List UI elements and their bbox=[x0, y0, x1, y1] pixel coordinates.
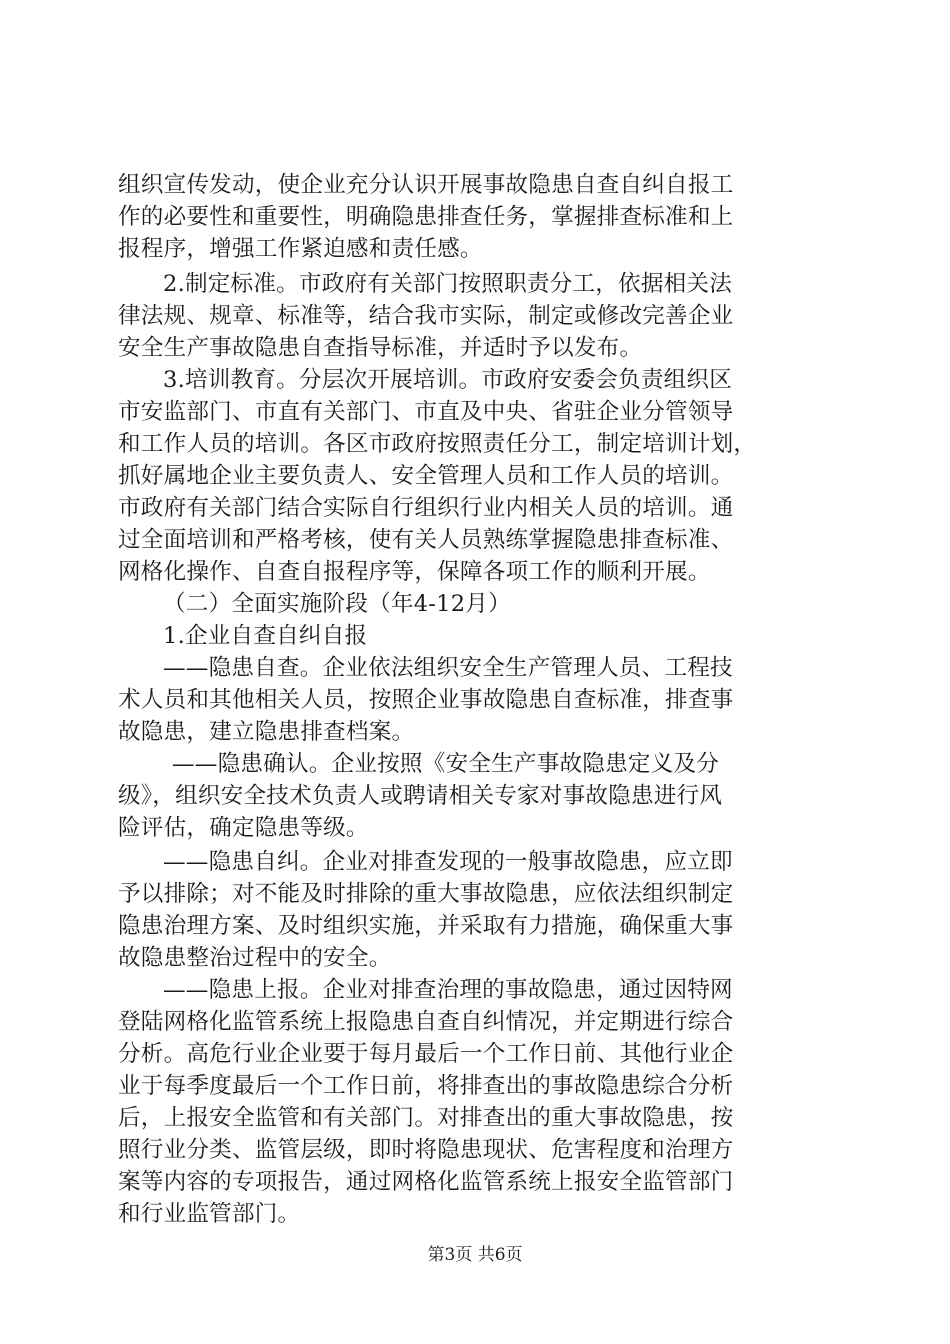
body-line: 案等内容的专项报告，通过网格化监管系统上报安全监管部门 bbox=[118, 1169, 734, 1195]
body-line: 律法规、规章、标准等，结合我市实际，制定或修改完善企业 bbox=[118, 303, 734, 329]
body-line: 网格化操作、自查自报程序等，保障各项工作的顺利开展。 bbox=[118, 559, 711, 585]
page-number: 第3页 共6页 bbox=[427, 1245, 523, 1265]
paragraph-start: ——隐患确认。企业按照《安全生产事故隐患定义及分 bbox=[172, 751, 720, 777]
body-line: 报程序，增强工作紧迫感和责任感。 bbox=[118, 236, 483, 262]
body-line: 登陆网格化监管系统上报隐患自查自纠情况，并定期进行综合 bbox=[118, 1009, 734, 1035]
body-line: 安全生产事故隐患自查指导标准，并适时予以发布。 bbox=[118, 335, 643, 361]
body-line: 抓好属地企业主要负责人、安全管理人员和工作人员的培训。 bbox=[118, 463, 734, 489]
body-line: 照行业分类、监管层级，即时将隐患现状、危害程度和治理方 bbox=[118, 1137, 734, 1163]
body-line: 予以排除；对不能及时排除的重大事故隐患，应依法组织制定 bbox=[118, 881, 734, 907]
body-line: 故隐患整治过程中的安全。 bbox=[118, 945, 392, 971]
body-line: 分析。高危行业企业要于每月最后一个工作日前、其他行业企 bbox=[118, 1041, 734, 1067]
body-line: 后，上报安全监管和有关部门。对排查出的重大事故隐患，按 bbox=[118, 1105, 734, 1131]
body-line: 作的必要性和重要性，明确隐患排查任务，掌握排查标准和上 bbox=[118, 204, 734, 230]
paragraph-start: 3.培训教育。分层次开展培训。市政府安委会负责组织区 bbox=[163, 367, 733, 393]
body-line: 级》，组织安全技术负责人或聘请相关专家对事故隐患进行风 bbox=[118, 783, 723, 809]
body-line: 和工作人员的培训。各区市政府按照责任分工，制定培训计划， bbox=[118, 431, 757, 457]
body-line: 组织宣传发动，使企业充分认识开展事故隐患自查自纠自报工 bbox=[118, 172, 734, 198]
body-line: 故隐患，建立隐患排查档案。 bbox=[118, 719, 415, 745]
subsection-heading: 1.企业自查自纠自报 bbox=[163, 623, 368, 649]
body-line: 和行业监管部门。 bbox=[118, 1201, 301, 1227]
paragraph-start: ——隐患上报。企业对排查治理的事故隐患，通过因特网 bbox=[163, 977, 733, 1003]
body-line: 隐患治理方案、及时组织实施，并采取有力措施，确保重大事 bbox=[118, 913, 734, 939]
body-line: 险评估，确定隐患等级。 bbox=[118, 815, 369, 841]
section-heading: （二）全面实施阶段（年4-12月） bbox=[163, 591, 511, 617]
paragraph-start: 2.制定标准。市政府有关部门按照职责分工，依据相关法 bbox=[163, 271, 733, 297]
body-line: 市安监部门、市直有关部门、市直及中央、省驻企业分管领导 bbox=[118, 399, 734, 425]
paragraph-start: ——隐患自查。企业依法组织安全生产管理人员、工程技 bbox=[163, 655, 733, 681]
paragraph-start: ——隐患自纠。企业对排查发现的一般事故隐患，应立即 bbox=[163, 849, 733, 875]
body-line: 市政府有关部门结合实际自行组织行业内相关人员的培训。通 bbox=[118, 495, 734, 521]
body-line: 术人员和其他相关人员，按照企业事故隐患自查标准，排查事 bbox=[118, 687, 734, 713]
body-line: 过全面培训和严格考核，使有关人员熟练掌握隐患排查标准、 bbox=[118, 527, 734, 553]
body-line: 业于每季度最后一个工作日前，将排查出的事故隐患综合分析 bbox=[118, 1073, 734, 1099]
